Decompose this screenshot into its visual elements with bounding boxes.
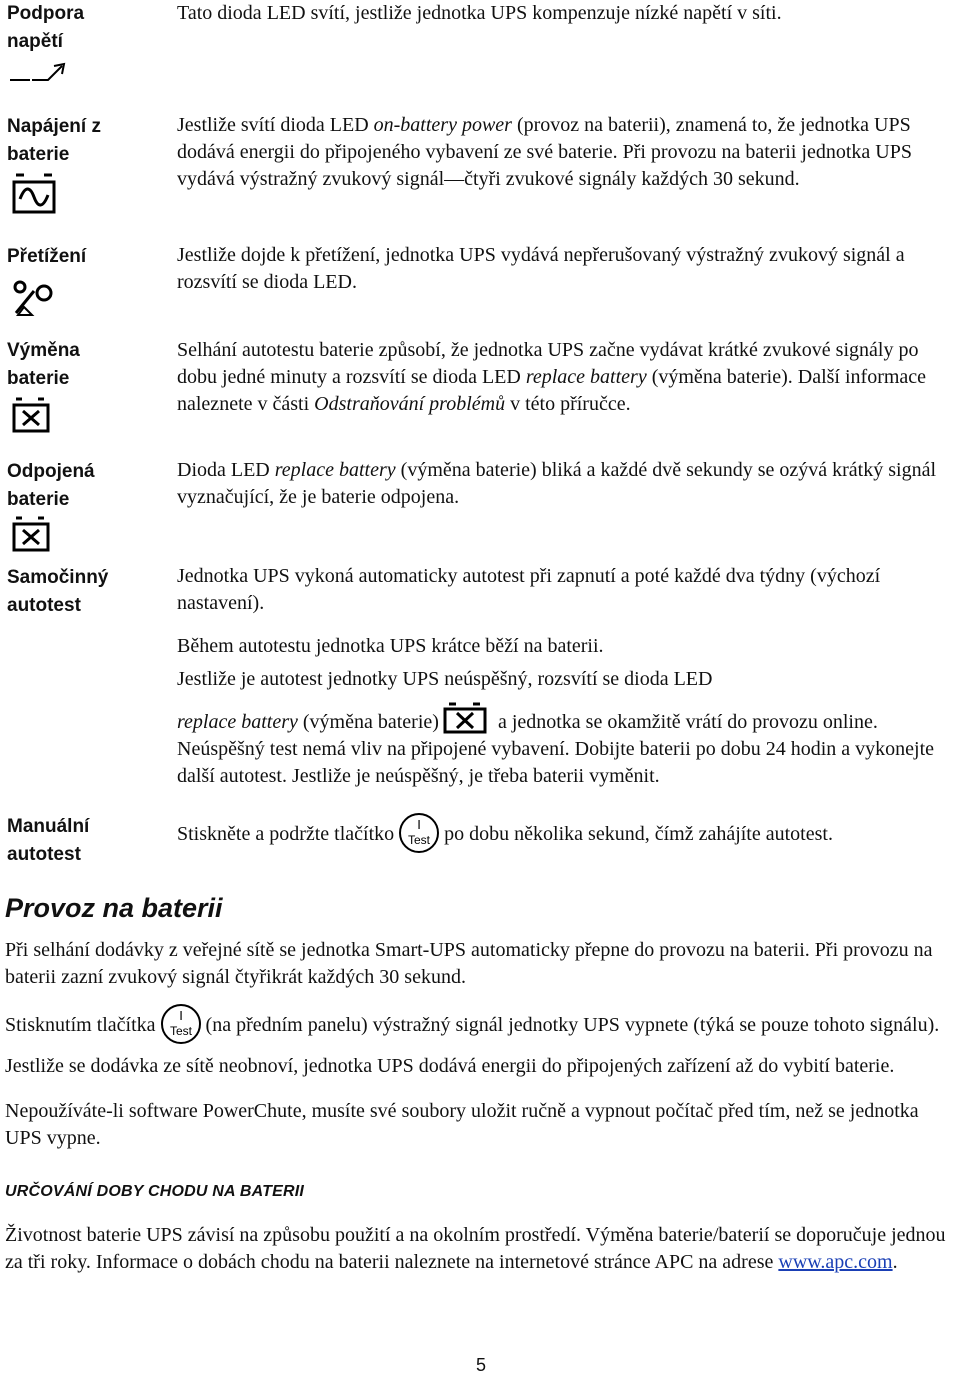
page-number: 5 (476, 1355, 487, 1375)
on-battery-description (177, 112, 957, 193)
label-self-test: Samočinný autotest (7, 567, 109, 616)
manual-test-description (177, 812, 957, 862)
section-title: Provoz na baterii (5, 893, 223, 923)
overload-icon (10, 277, 66, 317)
label-disconnected-battery: Odpojená baterie (7, 461, 95, 510)
section-p2-before: Stisknutím tlačítka (5, 1014, 156, 1036)
self-test-fail-paragraph (177, 702, 957, 790)
text-segment: Tato dioda LED svítí, jestliže jednotka UPS kompenzuje nízké napětí v síti. (177, 2, 782, 24)
italic-term: on-battery power (373, 114, 512, 136)
italic-term: Odstraňování problémů (314, 393, 506, 415)
section-paragraph-2 (5, 1003, 955, 1080)
section-paragraph-3: Nepoužíváte-li software PowerChute, musíte své soubory uložit ručně a vypnout počítač před tím, než se jednotka UPS vypne. (5, 1100, 919, 1149)
text-segment: v této příručce. (505, 393, 631, 415)
text-segment: Dioda LED (177, 459, 275, 481)
label-replace-battery: Výměna baterie (7, 340, 80, 389)
test-button-icon (398, 812, 440, 862)
replace-battery-paren: (výměna baterie) (297, 711, 439, 733)
replace-battery-italic: replace battery (177, 711, 298, 733)
self-test-fail-rest: a jednotka se okamžitě vrátí do provozu online. Neúspěšný test nemá vliv na připojené vybavení. Dobijte baterii po dobu 24 hodin a vykonejte další autotest. Jestliže je neúspěšný, je třeba baterii vyměnit. (177, 711, 935, 787)
section-paragraph-1: Při selhání dodávky z veřejné sítě se jednotka Smart-UPS automaticky přepne do provozu na baterii. Při provozu na baterii zazní zvukový signál čtyřikrát každých 30 sekund. (5, 939, 933, 988)
label-overload: Přetížení (7, 246, 87, 267)
text-segment: Jednotka UPS vykoná automaticky autotest při zapnutí a poté každé dva týdny (výchozí nastavení). (177, 565, 881, 614)
svg-text:Test: Test (169, 1024, 192, 1038)
label-manual-test: Manuální autotest (7, 816, 90, 865)
subsection-title: URČOVÁNÍ DOBY CHODU NA BATERII (5, 1183, 305, 1200)
manual-test-after: po dobu několika sekund, čímž zahájíte autotest. (444, 823, 833, 845)
text-segment: (provoz na baterii), znamená to, že jednotka UPS dodává energii do připojeného vybavení ze své baterie. Při provozu na baterii jednotka UPS vydává výstražný zvukový signál—čtyři zvukové signály každých 30 sekund. (177, 114, 912, 190)
text-segment: Selhání autotestu baterie způsobí, že jednotka UPS začne vydávat krátké zvukové signály po dobu jedné minuty a rozsvítí se dioda LED (177, 339, 919, 388)
label-on-battery: Napájení z baterie (7, 116, 101, 165)
text-segment: (výměna baterie) bliká a každé dvě sekundy se ozývá krátký signál vyznačující, že je baterie odpojena. (177, 459, 937, 508)
replace-battery-description (177, 337, 957, 418)
subsection-period: . (892, 1251, 898, 1273)
svg-text:Test: Test (408, 833, 431, 847)
self-test-battery-run: Během autotestu jednotka UPS krátce běží na baterii. (177, 635, 604, 657)
self-test-fail-line: Jestliže je autotest jednotky UPS neúspěšný, rozsvítí se dioda LED (177, 668, 713, 690)
subsection-paragraph (5, 1222, 955, 1276)
boost-icon (8, 58, 72, 90)
svg-text:I: I (178, 1008, 183, 1023)
label-boost: Podpora napětí (7, 3, 85, 52)
italic-term: replace battery (274, 459, 396, 481)
replace-battery-icon (12, 396, 52, 436)
on-battery-icon (12, 172, 60, 216)
manual-test-before: Stiskněte a podržte tlačítko (177, 823, 395, 845)
apc-website-link[interactable]: www.apc.com (778, 1251, 893, 1273)
section-p2-after: (na předním panelu) výstražný signál jednotky UPS vypnete (týká se pouze tohoto signálu). Jestliže se dodávka ze sítě neobnoví, jednotka UPS dodává energii do připojených zařízení až do vybití baterie. (5, 1014, 940, 1077)
overload-description (177, 242, 957, 296)
subsection-text: Životnost baterie UPS závisí na způsobu použití a na okolním prostředí. Výměna baterie/baterií se doporučuje jednou za tři roky. Informace o dobách chodu na baterii naleznete na internetové stránce APC na adrese (5, 1224, 946, 1273)
disconnected-battery-description (177, 457, 957, 511)
replace-battery-inline-icon (443, 702, 489, 734)
self-test-description (177, 563, 957, 617)
text-segment: Jestliže dojde k přetížení, jednotka UPS vydává nepřerušovaný výstražný zvukový signál a rozsvítí se dioda LED. (177, 244, 905, 293)
italic-term: replace battery (525, 366, 647, 388)
disconnected-battery-icon (12, 515, 52, 555)
boost-description (177, 0, 957, 27)
svg-text:I: I (417, 817, 421, 832)
text-segment: Jestliže svítí dioda LED (177, 114, 374, 136)
text-segment: (výměna baterie). Další informace naleznete v části (177, 366, 927, 415)
test-button-icon-2 (160, 1003, 202, 1053)
